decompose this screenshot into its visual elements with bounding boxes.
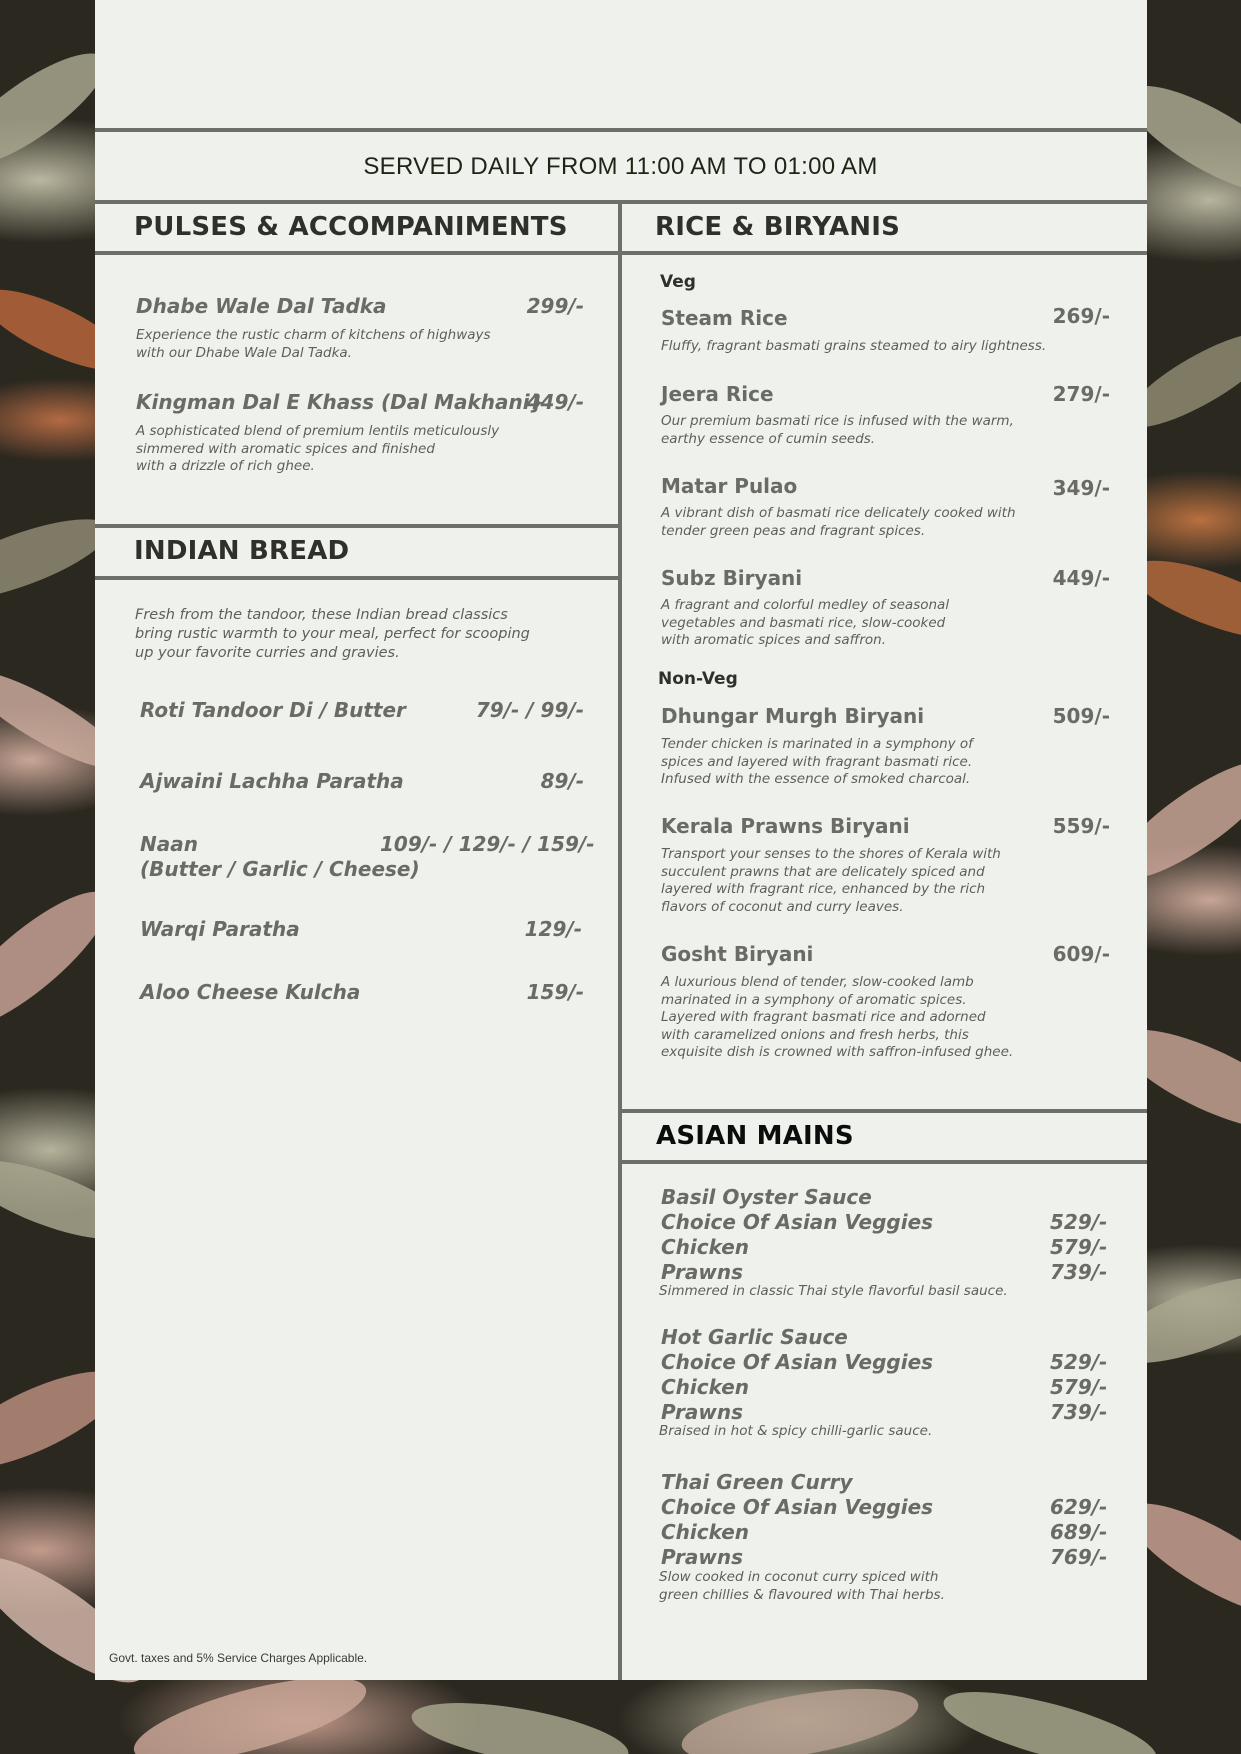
rice-item-desc: Tender chicken is marinated in a symphony of spices and layered with fragrant basmati rice. Infused with the essence of smoked charcoal. [661,736,973,787]
pulses-item-price: 449/- [526,390,584,414]
asian-item-desc: Simmered in classic Thai style flavorful basil sauce. [659,1283,1008,1299]
rice-item-price: 509/- [1052,704,1110,728]
asian-option-price: 529/- [1050,1210,1108,1234]
right-title-divider [621,251,1147,255]
asian-option-label: Chicken [661,1520,750,1544]
rice-item-desc: Transport your senses to the shores of Kerala with succulent prawns that are delicately spiced and layered with fragrant rice, enhanced by the rich flavors of coconut and curry leaves. [661,846,1001,915]
left-title-divider [95,251,620,255]
bread-item-name: Naan [140,832,198,856]
rice-item-name: Jeera Rice [661,382,774,406]
asian-title: ASIAN MAINS [656,1121,854,1151]
rice-item-price: 269/- [1052,304,1110,328]
asian-option-price: 739/- [1050,1400,1108,1424]
asian-option-label: Prawns [661,1400,744,1424]
bread-item-variants: (Butter / Garlic / Cheese) [140,857,420,881]
asian-option-price: 769/- [1050,1545,1108,1569]
asian-option-label: Choice Of Asian Veggies [661,1495,934,1519]
asian-option-price: 579/- [1050,1375,1108,1399]
rice-item-name: Subz Biryani [661,566,803,590]
asian-option-price: 739/- [1050,1260,1108,1284]
asian-item-desc: Braised in hot & spicy chilli-garlic sauce. [659,1423,933,1439]
rice-item-price: 609/- [1052,942,1110,966]
asian-option-label: Chicken [661,1375,750,1399]
bread-item-name: Roti Tandoor Di / Butter [140,698,406,722]
asian-option-price: 579/- [1050,1235,1108,1259]
asian-item-name: Basil Oyster Sauce [661,1185,872,1209]
pulses-item-desc: Experience the rustic charm of kitchens of highways with our Dhabe Wale Dal Tadka. [136,327,491,361]
asian-top-divider [621,1109,1147,1113]
rice-item-price: 559/- [1052,814,1110,838]
bread-item-price: 129/- [524,917,582,941]
nonveg-label: Non-Veg [658,669,738,689]
asian-option-label: Chicken [661,1235,750,1259]
bread-item-name: Aloo Cheese Kulcha [140,980,361,1004]
top-divider [95,128,1147,132]
bread-item-price: 159/- [526,980,584,1004]
tax-note: Govt. taxes and 5% Service Charges Applicable. [109,1651,368,1665]
rice-item-name: Kerala Prawns Biryani [661,814,910,838]
rice-item-price: 449/- [1052,566,1110,590]
rice-item-name: Steam Rice [661,306,788,330]
asian-option-price: 629/- [1050,1495,1108,1519]
rice-item-name: Dhungar Murgh Biryani [661,704,925,728]
bread-title: INDIAN BREAD [134,536,350,566]
bread-item-name: Warqi Paratha [140,917,300,941]
rice-item-price: 279/- [1052,382,1110,406]
asian-title-divider [621,1160,1147,1164]
pulses-item-price: 299/- [526,294,584,318]
rice-item-desc: A luxurious blend of tender, slow-cooked lamb marinated in a symphony of aromatic spices. Layered with fragrant basmati rice and adorned with caramelized onions and fresh herbs, this exquisite dish is crowned with saffron-infused ghee. [661,974,1014,1060]
bread-item-price: 89/- [540,769,584,793]
pulses-item-name: Kingman Dal E Khass (Dal Makhani} [136,390,544,414]
bread-item-price: 79/- / 99/- [475,698,584,722]
asian-option-label: Prawns [661,1545,744,1569]
served-hours: SERVED DAILY FROM 11:00 AM TO 01:00 AM [363,153,878,180]
asian-option-price: 689/- [1050,1520,1108,1544]
pulses-title: PULSES & ACCOMPANIMENTS [134,212,568,242]
asian-option-price: 529/- [1050,1350,1108,1374]
asian-item-name: Thai Green Curry [661,1470,853,1494]
bread-title-divider [95,576,620,580]
bread-intro: Fresh from the tandoor, these Indian bread classics bring rustic warmth to your meal, perfect for scooping up your favorite curries and gravies. [135,607,530,661]
bread-top-divider [95,524,620,528]
rice-item-desc: A fragrant and colorful medley of seasonal vegetables and basmati rice, slow-cooked with aromatic spices and saffron. [661,597,950,648]
rice-item-name: Matar Pulao [661,474,798,498]
rice-item-desc: Fluffy, fragrant basmati grains steamed to airy lightness. [661,338,1047,354]
rice-item-desc: A vibrant dish of basmati rice delicately cooked with tender green peas and fragrant spices. [661,505,1016,539]
bread-item-name: Ajwaini Lachha Paratha [140,769,404,793]
rice-item-price: 349/- [1052,476,1110,500]
asian-item-desc: Slow cooked in coconut curry spiced with green chillies & flavoured with Thai herbs. [659,1569,945,1603]
pulses-item-desc: A sophisticated blend of premium lentils meticulously simmered with aromatic spices and finished with a drizzle of rich ghee. [136,423,500,474]
column-divider [618,200,622,1680]
asian-option-label: Prawns [661,1260,744,1284]
pulses-item-name: Dhabe Wale Dal Tadka [136,294,387,318]
bread-item-price: 109/- / 129/- / 159/- [380,832,595,856]
asian-item-name: Hot Garlic Sauce [661,1325,848,1349]
rice-title: RICE & BIRYANIS [655,212,901,242]
asian-option-label: Choice Of Asian Veggies [661,1350,934,1374]
veg-label: Veg [660,272,696,292]
asian-option-label: Choice Of Asian Veggies [661,1210,934,1234]
rice-item-name: Gosht Biryani [661,942,814,966]
rice-item-desc: Our premium basmati rice is infused with the warm, earthy essence of cumin seeds. [661,413,1014,447]
